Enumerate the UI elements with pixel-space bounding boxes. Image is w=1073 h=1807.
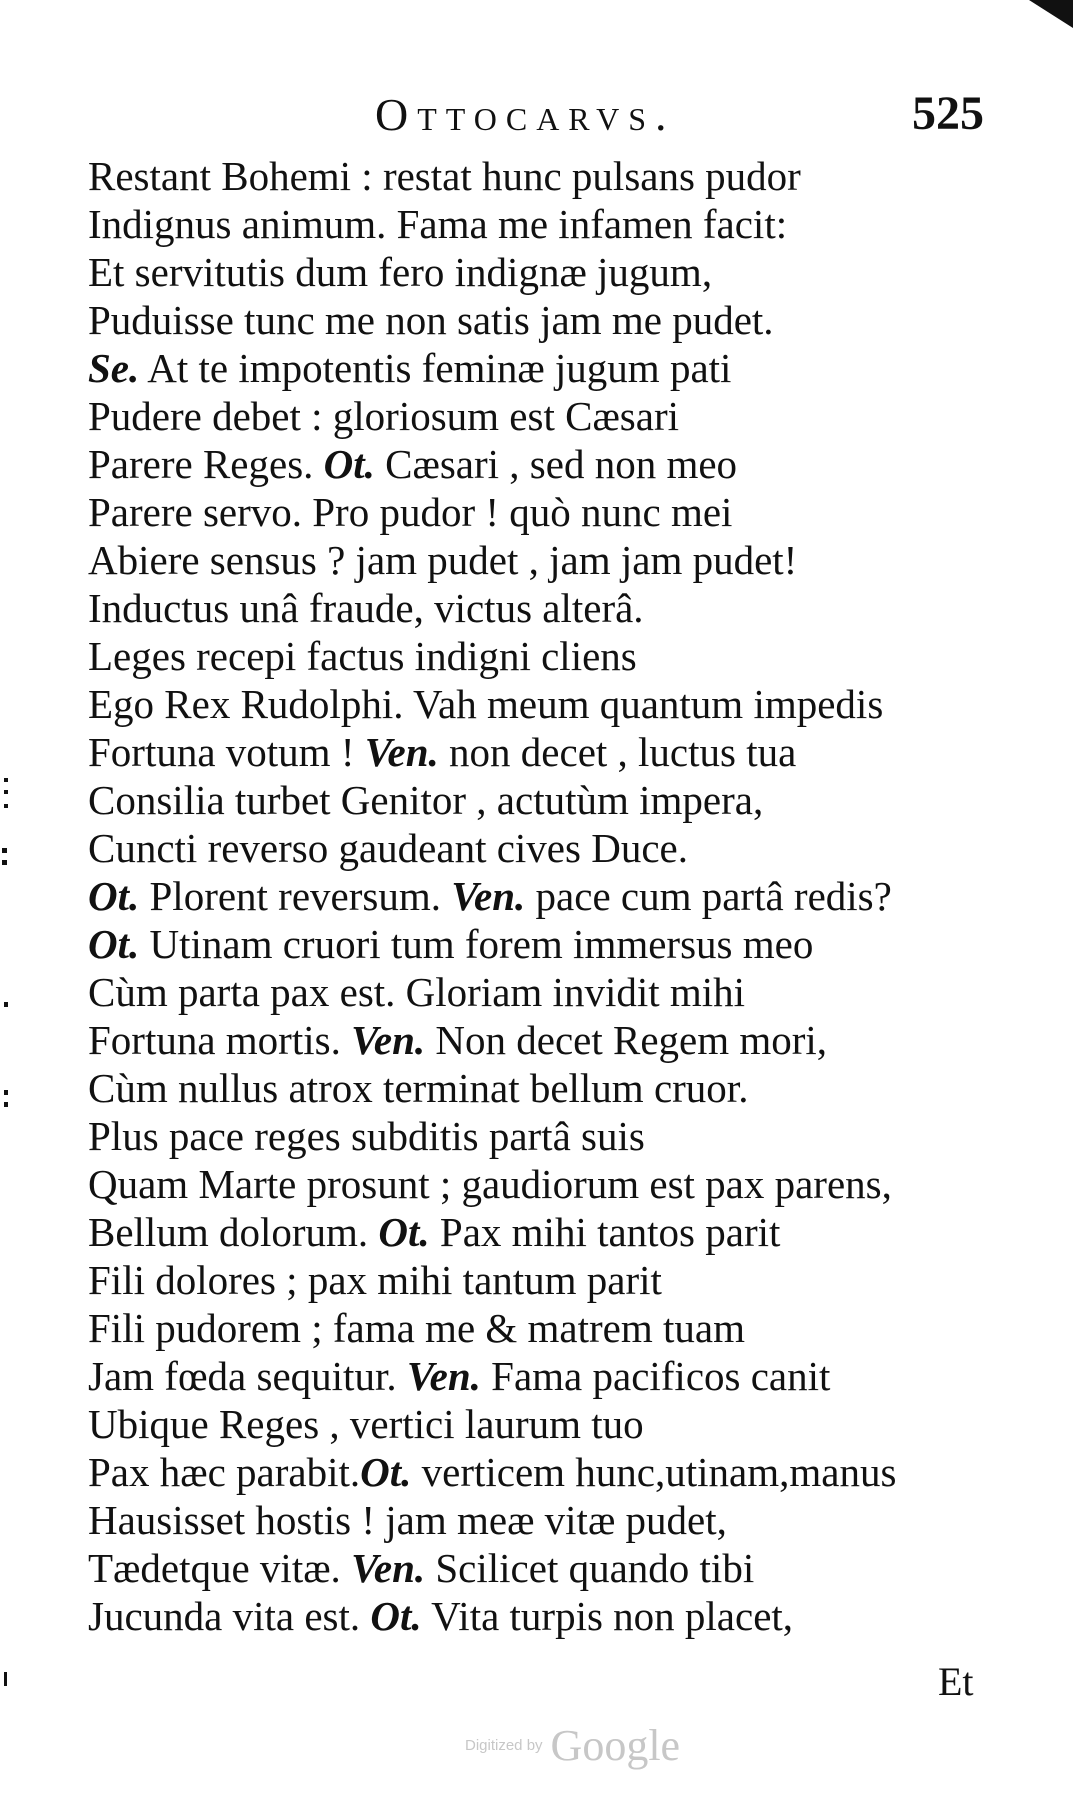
verse-text: Fortuna votum ! xyxy=(88,729,365,775)
verse-text: verticem hunc,utinam,manus xyxy=(411,1449,897,1495)
verse-line xyxy=(88,1496,1008,1544)
verse-text: Vita turpis non placet, xyxy=(421,1593,794,1639)
verse-text: Plorent reversum. xyxy=(139,873,452,919)
verse-line xyxy=(88,1592,1008,1640)
verse-line xyxy=(88,1544,1008,1592)
verse-line xyxy=(88,680,1008,728)
speaker-label: Ot. xyxy=(370,1593,422,1639)
google-logo: Google xyxy=(550,1721,681,1770)
verse-line xyxy=(88,920,1008,968)
verse-text: Leges recepi factus indigni cliens xyxy=(88,633,637,679)
margin-specks xyxy=(0,0,20,1807)
verse-text: non decet , luctus tua xyxy=(438,729,797,775)
speaker-label: Ot. xyxy=(360,1449,412,1495)
verse-line xyxy=(88,152,1008,200)
verse-text: Quam Marte prosunt ; gaudiorum est pax parens, xyxy=(88,1161,892,1207)
verse-line xyxy=(88,1160,1008,1208)
verse-text: Et servitutis dum fero indignæ jugum, xyxy=(88,249,713,295)
verse-line xyxy=(88,1400,1008,1448)
verse-text: Pax hæc parabit. xyxy=(88,1449,361,1495)
verse-line xyxy=(88,1448,1008,1496)
speaker-label: Se. xyxy=(88,345,140,391)
verse-text: Plus pace reges subditis partâ suis xyxy=(88,1113,645,1159)
verse-text: Hausisset hostis ! jam meæ vitæ pudet, xyxy=(88,1497,727,1543)
verse-line xyxy=(88,968,1008,1016)
speaker-label: Ot. xyxy=(378,1209,430,1255)
speaker-label: Ven. xyxy=(451,873,526,919)
verse-line xyxy=(88,440,1008,488)
digitized-watermark xyxy=(465,1720,680,1771)
verse-text: Abiere sensus ? jam pudet , jam jam pudet! xyxy=(88,537,798,583)
verse-text: Pudere debet : gloriosum est Cæsari xyxy=(88,393,679,439)
running-head: Ottocarvs. xyxy=(375,89,676,140)
catchword: Et xyxy=(938,1659,974,1704)
verse-line xyxy=(88,1064,1008,1112)
verse-line xyxy=(88,296,1008,344)
speaker-label: Ven. xyxy=(351,1017,426,1063)
verse-text: Inductus unâ fraude, victus alterâ. xyxy=(88,585,644,631)
verse-line xyxy=(88,1208,1008,1256)
verse-text: Utinam cruori tum forem immersus meo xyxy=(139,921,814,967)
corner-binding-mark xyxy=(1023,0,1073,30)
verse-text: Consilia turbet Genitor , actutùm impera, xyxy=(88,777,764,823)
verse-text: Jam fœda sequitur. xyxy=(88,1353,407,1399)
verse-text: Indignus animum. Fama me infamen facit: xyxy=(88,201,788,247)
verse-line xyxy=(88,824,1008,872)
verse-text: Pax mihi tantos parit xyxy=(429,1209,781,1255)
verse-text: Ego Rex Rudolphi. Vah meum quantum impedis xyxy=(88,681,884,727)
verse-line xyxy=(88,344,1008,392)
verse-text: Fama pacificos canit xyxy=(480,1353,831,1399)
verse-text: Tædetque vitæ. xyxy=(88,1545,352,1591)
verse-text: Restant Bohemi : restat hunc pulsans pudor xyxy=(88,153,801,199)
speaker-label: Ven. xyxy=(351,1545,426,1591)
verse-line xyxy=(88,776,1008,824)
verse-text: Puduisse tunc me non satis jam me pudet. xyxy=(88,297,774,343)
verse-text: Fili pudorem ; fama me & matrem tuam xyxy=(88,1305,745,1351)
verse-line xyxy=(88,392,1008,440)
verse-line xyxy=(88,1352,1008,1400)
page-number: 525 xyxy=(912,87,984,140)
verse-line xyxy=(88,536,1008,584)
verse-line xyxy=(88,488,1008,536)
digitized-prefix: Digitized by xyxy=(465,1737,543,1754)
verse-text: Fili dolores ; pax mihi tantum parit xyxy=(88,1257,662,1303)
verse-text: Cùm parta pax est. Gloriam invidit mihi xyxy=(88,969,746,1015)
verse-text: Parere Reges. xyxy=(88,441,324,487)
verse-line xyxy=(88,1112,1008,1160)
verse-line xyxy=(88,200,1008,248)
verse-line xyxy=(88,248,1008,296)
verse-line xyxy=(88,1304,1008,1352)
verse-line xyxy=(88,584,1008,632)
verse-line xyxy=(88,1016,1008,1064)
verse-text: At te impotentis feminæ jugum pati xyxy=(139,345,732,391)
verse-line xyxy=(88,872,1008,920)
verse-line xyxy=(88,1256,1008,1304)
verse-text: Scilicet quando tibi xyxy=(425,1545,755,1591)
verse-text: Jucunda vita est. xyxy=(88,1593,371,1639)
verse-text: Non decet Regem mori, xyxy=(425,1017,828,1063)
verse-text: Fortuna mortis. xyxy=(88,1017,352,1063)
verse-text: Parere servo. Pro pudor ! quò nunc mei xyxy=(88,489,733,535)
speaker-label: Ven. xyxy=(406,1353,481,1399)
speaker-label: Ot. xyxy=(88,921,140,967)
verse-text: Bellum dolorum. xyxy=(88,1209,379,1255)
speaker-label: Ven. xyxy=(364,729,439,775)
verse-text: Cuncti reverso gaudeant cives Duce. xyxy=(88,825,688,871)
speaker-label: Ot. xyxy=(88,873,140,919)
verse-text: pace cum partâ redis? xyxy=(525,873,892,919)
verse-text: Ubique Reges , vertici laurum tuo xyxy=(88,1401,644,1447)
speaker-label: Ot. xyxy=(323,441,375,487)
verse-text: Cæsari , sed non meo xyxy=(374,441,738,487)
verse-text: Cùm nullus atrox terminat bellum cruor. xyxy=(88,1065,749,1111)
verse-line xyxy=(88,728,1008,776)
verse-line xyxy=(88,632,1008,680)
verse-text-block xyxy=(88,152,1008,1640)
